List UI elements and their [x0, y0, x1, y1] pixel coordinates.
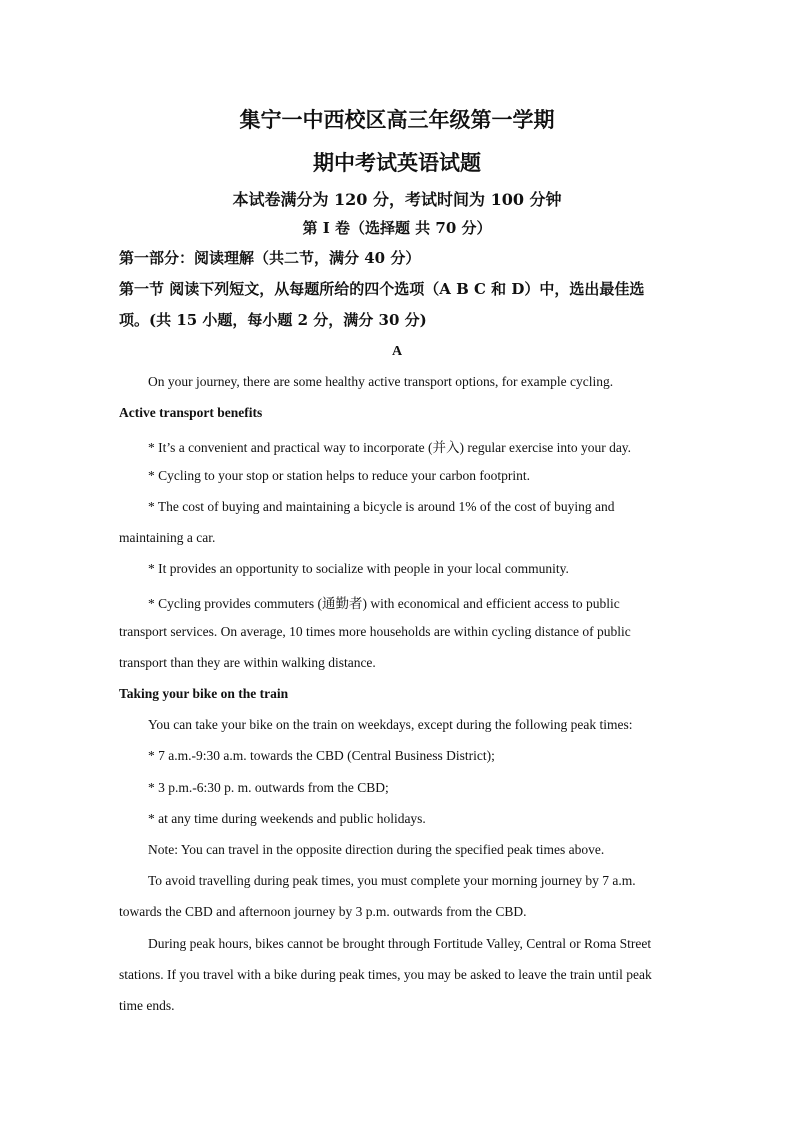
benefit-2: * Cycling to your stop or station helps to reduce your carbon footprint.: [148, 468, 531, 483]
peak-hours-line1: During peak hours, bikes cannot be brought through Fortitude Valley, Central or Roma Street: [148, 936, 652, 951]
heading-active-transport: Active transport benefits: [119, 405, 263, 420]
benefit-1: * It’s a convenient and practical way to incorporate (并入) regular exercise into your day.: [148, 440, 632, 455]
benefit-5-line2: transport services. On average, 10 times more households are within cycling distance of public: [119, 624, 631, 639]
benefit-3-line1: * The cost of buying and maintaining a bicycle is around 1% of the cost of buying and: [148, 499, 615, 514]
benefit-3-line2: maintaining a car.: [119, 530, 216, 545]
passage-label: A: [391, 344, 403, 359]
heading-bike-on-train: Taking your bike on the train: [119, 686, 289, 701]
peak-hours-line3: time ends.: [119, 998, 175, 1013]
passage-intro: On your journey, there are some healthy active transport options, for example cycling.: [148, 374, 614, 389]
peak-hours-line2: stations. If you travel with a bike during peak times, you may be asked to leave the train until peak: [119, 967, 652, 982]
benefit-5-line3: transport than they are within walking distance.: [119, 655, 376, 670]
section-instruction-line1: 第一节 阅读下列短文，从每题所给的四个选项（A B C 和 D）中，选出最佳选: [119, 280, 645, 298]
exam-info: 本试卷满分为 120 分，考试时间为 100 分钟: [232, 190, 562, 209]
peak-time-3: * at any time during weekends and public holidays.: [148, 811, 426, 826]
exam-title: 集宁一中西校区高三年级第一学期: [239, 107, 555, 132]
exam-subtitle: 期中考试英语试题: [313, 150, 481, 175]
volume-label: 第 I 卷（选择题 共 70 分）: [302, 219, 492, 237]
avoid-peak-line2: towards the CBD and afternoon journey by 3 p.m. outwards from the CBD.: [119, 904, 527, 919]
part1-heading: 第一部分：阅读理解（共二节，满分 40 分）: [119, 249, 421, 267]
avoid-peak-line1: To avoid travelling during peak times, you must complete your morning journey by 7 a.m.: [148, 873, 636, 888]
peak-time-1: * 7 a.m.-9:30 a.m. towards the CBD (Central Business District);: [148, 748, 495, 763]
benefit-5-line1: * Cycling provides commuters (通勤者) with economical and efficient access to public: [148, 596, 620, 611]
peak-time-2: * 3 p.m.-6:30 p. m. outwards from the CBD;: [148, 780, 389, 795]
train-paragraph: You can take your bike on the train on weekdays, except during the following peak times:: [148, 717, 633, 732]
section-instruction-line2: 项。(共 15 小题，每小题 2 分，满分 30 分): [119, 311, 427, 329]
benefit-4: * It provides an opportunity to socialize with people in your local community.: [148, 561, 569, 576]
note: Note: You can travel in the opposite direction during the specified peak times above.: [148, 842, 605, 857]
